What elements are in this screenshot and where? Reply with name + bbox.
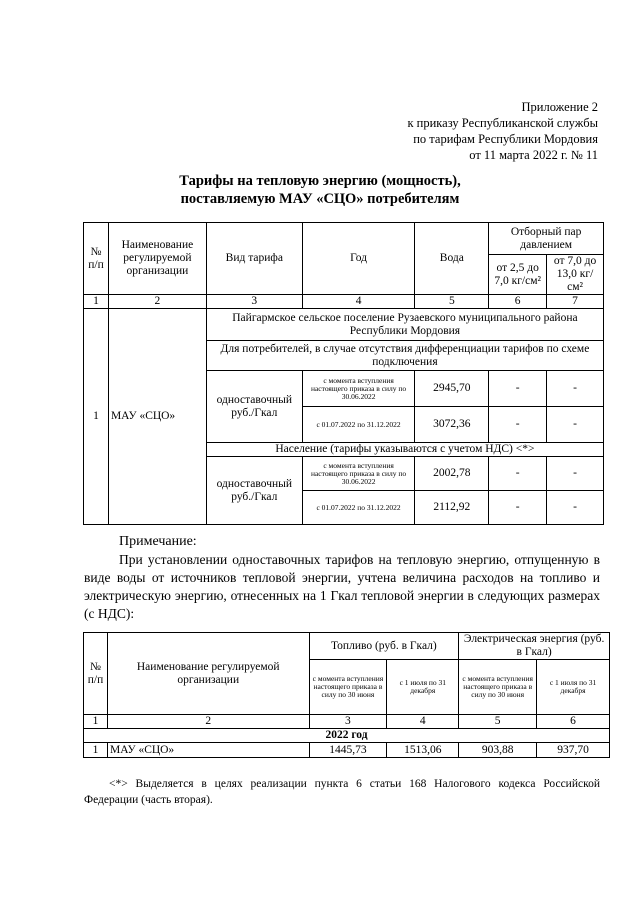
electric-value-1: 903,88	[459, 743, 537, 758]
water-value: 2002,78	[415, 457, 489, 491]
note-text: При установлении одноставочных тарифов на тепловую энергию, отпущенную в виде воды от источников тепловой энергии, учтена величина расходов на топливо и электрическую энергию, отнесенных на 1 Гкал тепловой энергии в следующих размерах (с НДС):	[84, 552, 600, 621]
tariff-table	[83, 222, 604, 525]
document-title	[0, 172, 640, 208]
title-line-1: Тарифы на тепловую энергию (мощность),	[179, 173, 461, 189]
col-number: 7	[547, 295, 604, 309]
col-number: 3	[206, 295, 302, 309]
appendix-line-1: Приложение 2	[521, 100, 598, 114]
section-header: Население (тарифы указываются с учетом НДС) <*>	[206, 443, 603, 457]
appendix-line-2: к приказу Республиканской службы	[407, 116, 598, 130]
header-period-2: с 1 июля по 31 декабря	[537, 660, 610, 715]
header-steam-a: от 2,5 до 7,0 кг/см²	[489, 255, 547, 295]
header-org: Наименование регулируемой организации	[108, 223, 206, 295]
row-number: 1	[84, 743, 108, 758]
fuel-energy-table	[83, 632, 610, 758]
appendix-block	[407, 99, 598, 163]
steam-b-value: -	[547, 491, 604, 525]
header-period-1: с момента вступления настоящего приказа в силу по 30 июня	[459, 660, 537, 715]
header-year: Год	[302, 223, 415, 295]
header-water: Вода	[415, 223, 489, 295]
period-cell: с момента вступления настоящего приказа в силу по 30.06.2022	[302, 371, 415, 407]
header-period-2: с 1 июля по 31 декабря	[387, 660, 459, 715]
title-line-2: поставляемую МАУ «СЦО» потребителям	[180, 191, 460, 207]
appendix-line-3: по тарифам Республики Мордовия	[413, 132, 598, 146]
steam-b-value: -	[547, 371, 604, 407]
period-cell: с 01.07.2022 по 31.12.2022	[302, 407, 415, 443]
steam-b-value: -	[547, 407, 604, 443]
col-number: 2	[108, 295, 206, 309]
tariff-type: одноставочный руб./Гкал	[206, 371, 302, 443]
org-name: МАУ «СЦО»	[107, 743, 309, 758]
steam-b-value: -	[547, 457, 604, 491]
tariff-type: одноставочный руб./Гкал	[206, 457, 302, 525]
steam-a-value: -	[489, 407, 547, 443]
electric-value-2: 937,70	[537, 743, 610, 758]
note-heading: Примечание:	[119, 534, 197, 549]
appendix-line-4: от 11 марта 2022 г. № 11	[469, 148, 598, 162]
fuel-value-2: 1513,06	[387, 743, 459, 758]
header-num: № п/п	[84, 633, 108, 715]
col-number: 6	[489, 295, 547, 309]
settlement-header: Пайгармское сельское поселение Рузаевского муниципального района Республики Мордовия	[206, 309, 603, 341]
org-name: МАУ «СЦО»	[108, 309, 206, 525]
period-cell: с 01.07.2022 по 31.12.2022	[302, 491, 415, 525]
steam-a-value: -	[489, 457, 547, 491]
header-org: Наименование регулируемой организации	[107, 633, 309, 715]
header-steam: Отборный пар давлением	[489, 223, 604, 255]
steam-a-value: -	[489, 371, 547, 407]
col-number: 1	[84, 715, 108, 729]
steam-a-value: -	[489, 491, 547, 525]
col-number: 2	[107, 715, 309, 729]
header-period-1: с момента вступления настоящего приказа в силу по 30 июня	[309, 660, 387, 715]
water-value: 3072,36	[415, 407, 489, 443]
section-header: Для потребителей, в случае отсутствия дифференциации тарифов по схеме подключения	[206, 341, 603, 371]
fuel-value-1: 1445,73	[309, 743, 387, 758]
col-number: 4	[387, 715, 459, 729]
col-number: 4	[302, 295, 415, 309]
water-value: 2945,70	[415, 371, 489, 407]
header-steam-b: от 7,0 до 13,0 кг/см²	[547, 255, 604, 295]
period-cell: с момента вступления настоящего приказа в силу по 30.06.2022	[302, 457, 415, 491]
col-number: 1	[84, 295, 109, 309]
water-value: 2112,92	[415, 491, 489, 525]
col-number: 5	[415, 295, 489, 309]
footnote: <*> Выделяется в целях реализации пункта 6 статьи 168 Налогового кодекса Российской Федерации (часть вторая).	[84, 778, 600, 806]
row-number: 1	[84, 309, 109, 525]
header-fuel: Топливо (руб. в Гкал)	[309, 633, 459, 660]
header-electric: Электрическая энергия (руб. в Гкал)	[459, 633, 610, 660]
col-number: 3	[309, 715, 387, 729]
col-number: 6	[537, 715, 610, 729]
col-number: 5	[459, 715, 537, 729]
header-num: № п/п	[84, 223, 109, 295]
header-type: Вид тарифа	[206, 223, 302, 295]
year-row: 2022 год	[84, 729, 610, 743]
